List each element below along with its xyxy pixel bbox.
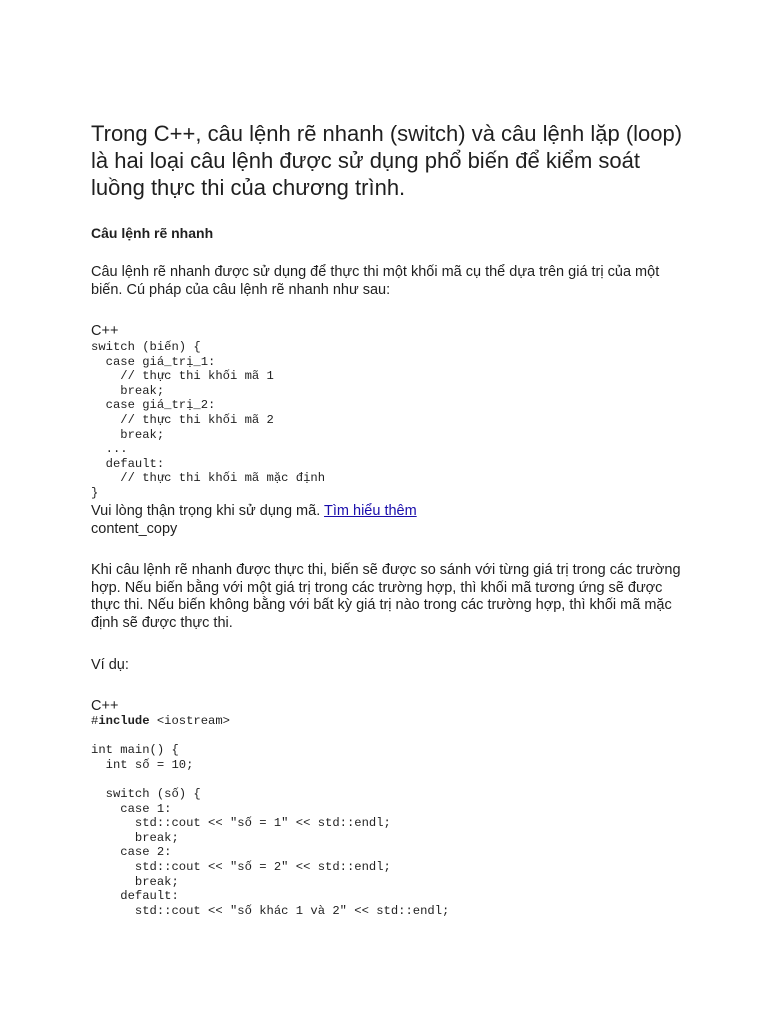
code-include-keyword: include	[98, 714, 150, 728]
code-language-label: C++	[91, 323, 119, 339]
explanation-paragraph: Khi câu lệnh rẽ nhanh được thực thi, biến sẽ được so sánh với từng giá trị trong các trường hợp. Nếu biến bằng với một giá trị trong các trường hợp, thì khối mã tương ứng sẽ được thực thi. Nếu biến không bằng với bất kỳ giá trị nào trong các trường hợp, thì khối mã mặc định sẽ được thực thi.	[91, 562, 681, 631]
code-caution-note	[91, 503, 691, 521]
code-block-switch-syntax: switch (biến) { case giá_trị_1: // thực thi khối mã 1 break; case giá_trị_2: // thực thi khối mã 2 break; ... default: // thực thi khối mã mặc định }	[91, 340, 326, 500]
intro-paragraph: Câu lệnh rẽ nhanh được sử dụng để thực thi một khối mã cụ thể dựa trên giá trị của một biến. Cú pháp của câu lệnh rẽ nhanh như sau:	[91, 264, 660, 298]
copy-code-button[interactable]: content_copy	[91, 521, 178, 537]
learn-more-link[interactable]: Tìm hiểu thêm	[324, 503, 417, 519]
section-title: Câu lệnh rẽ nhanh	[91, 225, 214, 241]
page-heading: Trong C++, câu lệnh rẽ nhanh (switch) và câu lệnh lặp (loop) là hai loại câu lệnh được sử dụng phổ biến để kiểm soát luồng thực thi của chương trình.	[91, 121, 683, 200]
example-label: Ví dụ:	[91, 657, 129, 673]
code-block-example	[91, 714, 449, 918]
code-body: <iostream> int main() { int số = 10; switch (số) { case 1: std::cout << "số = 1" << std::endl; break; case 2: std::cout << "số = 2" << std::endl; break; default: std::cout << "số khác 1 và 2" << std::endl;	[91, 714, 450, 918]
caution-text: Vui lòng thận trọng khi sử dụng mã.	[91, 503, 321, 519]
code-language-label-2: C++	[91, 698, 119, 714]
code-hash: #	[91, 714, 99, 728]
